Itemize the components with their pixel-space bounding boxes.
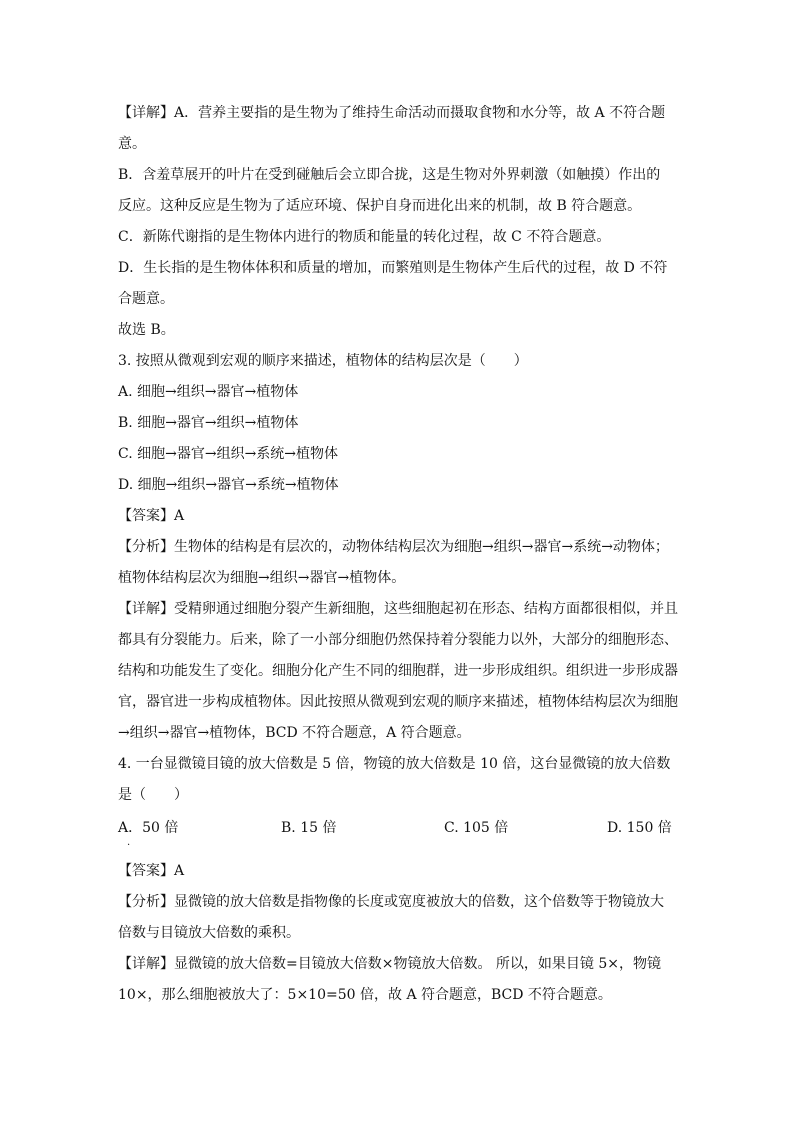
q2-conclusion: 故选 B。 [118,322,175,338]
explanation-q2-line-1: 【详解】A．营养主要指的是生物为了维持生命活动而摄取食物和水分等，故 A 不符合题 [118,105,666,121]
question-3-option-d: D. 细胞→组织→器官→系统→植物体 [118,477,339,493]
question-3-explanation-line-4: 官，器官进一步构成植物体。因此按照从微观到宏观的顺序来描述，植物体结构层次为细胞 [118,694,678,710]
question-3-explanation-line-2: 都具有分裂能力。后来，除了一小部分细胞仍然保持着分裂能力以外，大部分的细胞形态、 [118,632,678,648]
question-3-stem: 3. 按照从微观到宏观的顺序来描述，植物体的结构层次是（ ） [118,353,528,369]
question-3-analysis-line-2: 植物体结构层次为细胞→组织→器官→植物体。 [118,570,406,586]
question-4-option-a: A．50 倍 [118,820,179,836]
explanation-q2-option-d-line-2: 合题意。 [118,291,174,307]
question-3-answer: 【答案】A [118,508,185,524]
question-4-analysis-line-1: 【分析】显微镜的放大倍数是指物像的长度或宽度被放大的倍数，这个倍数等于物镜放大 [118,894,664,910]
question-3-option-a: A. 细胞→组织→器官→植物体 [118,384,299,400]
question-3-analysis-line-1: 【分析】生物体的结构是有层次的，动物体结构层次为细胞→组织→器官→系统→动物体； [118,539,669,555]
explanation-q2-line-2: 意。 [118,136,146,152]
question-4-option-c: C. 105 倍 [444,820,509,836]
question-4-option-d: D. 150 倍 [607,820,672,836]
question-4-option-b: B. 15 倍 [281,820,337,836]
question-4-analysis-line-2: 倍数与目镜放大倍数的乘积。 [118,925,300,941]
question-3-option-c: C. 细胞→器官→组织→系统→植物体 [118,446,339,462]
explanation-q2-option-c: C．新陈代谢指的是生物体内进行的物质和能量的转化过程，故 C 不符合题意。 [118,229,611,245]
question-4-stem-line-2: 是（ ） [118,787,188,803]
question-3-option-b: B. 细胞→器官→组织→植物体 [118,415,299,431]
explanation-q2-option-b-line-1: B．含羞草展开的叶片在受到碰触后会立即合拢，这是生物对外界刺激（如触摸）作出的 [118,167,661,183]
explanation-q2-option-d-line-1: D．生长指的是生物体体积和质量的增加，而繁殖则是生物体产生后代的过程，故 D 不符 [118,260,668,276]
question-4-explanation-line-1: 【详解】显微镜的放大倍数=目镜放大倍数×物镜放大倍数。 所以，如果目镜 5×，物镜 [118,956,661,972]
question-4-answer: 【答案】A [118,863,185,879]
question-3-explanation-line-5: →组织→器官→植物体，BCD 不符合题意，A 符合题意。 [118,725,471,741]
question-4-explanation-line-2: 10×，那么细胞被放大了：5×10=50 倍，故 A 符合题意，BCD 不符合题意。 [118,987,612,1003]
question-3-explanation-line-3: 结构和功能发生了变化。细胞分化产生不同的细胞群，进一步形成组织。组织进一步形成器 [118,663,678,679]
explanation-q2-option-b-line-2: 反应。这种反应是生物为了适应环境、保护自身而进化出来的机制，故 B 符合题意。 [118,198,642,214]
stray-dot-mark: . [127,837,131,848]
question-4-stem-line-1: 4. 一台显微镜目镜的放大倍数是 5 倍，物镜的放大倍数是 10 倍，这台显微镜的放大倍数 [118,756,671,772]
question-3-explanation-line-1: 【详解】受精卵通过细胞分裂产生新细胞，这些细胞起初在形态、结构方面都很相似，并且 [118,601,678,617]
